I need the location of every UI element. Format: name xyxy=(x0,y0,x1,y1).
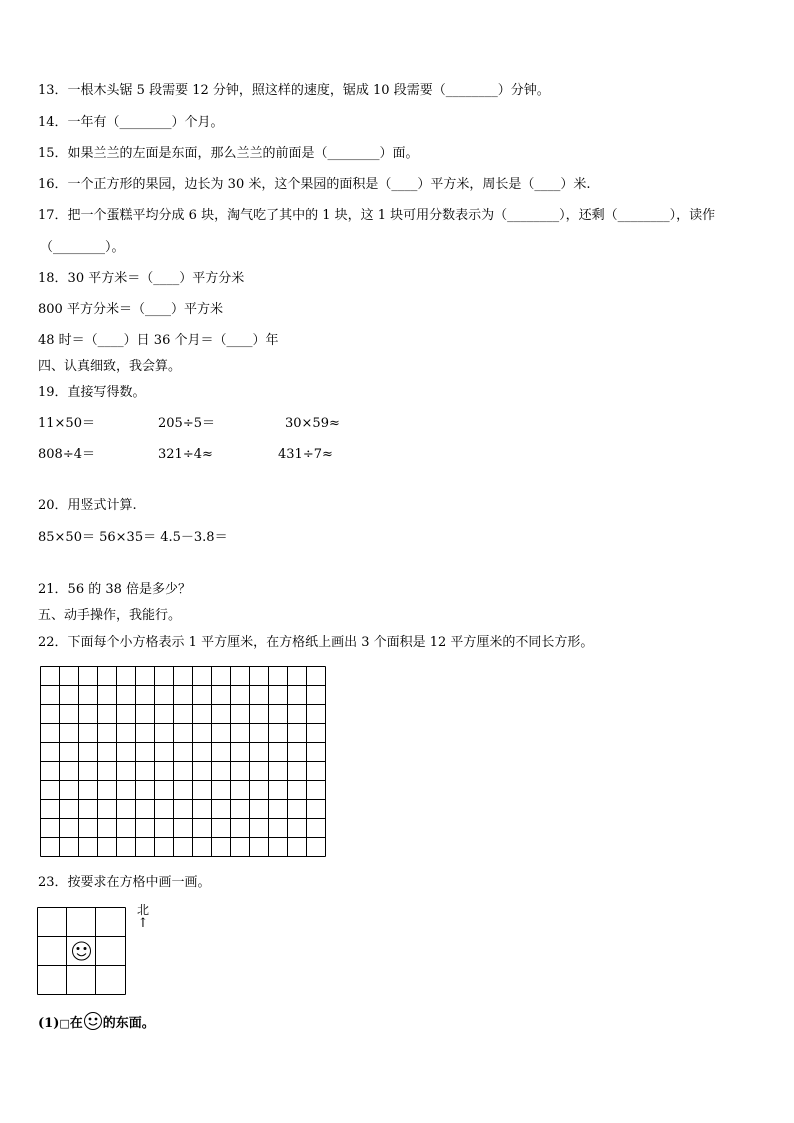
north-arrow-icon: ↑ xyxy=(137,916,149,931)
calc-1-2: 205÷5＝ xyxy=(158,416,215,431)
question-15: 15．如果兰兰的左面是东面，那么兰兰的前面是（________）面。 xyxy=(38,146,419,161)
north-label: 北 xyxy=(137,903,150,917)
question-16: 16．一个正方形的果园，边长为 30 米，这个果园的面积是（____）平方米，周长是（____）米. xyxy=(38,177,591,192)
question-18-line3: 48 时＝（____）日 36 个月＝（____）年 xyxy=(38,333,279,348)
calc-2-3: 431÷7≈ xyxy=(278,447,333,462)
question-13: 13．一根木头锯 5 段需要 12 分钟，照这样的速度，锯成 10 段需要（________）分钟。 xyxy=(38,83,550,98)
direction-grid xyxy=(37,907,129,997)
smiley-face-icon xyxy=(83,1011,103,1031)
question-19: 19．直接写得数。 xyxy=(38,385,146,400)
calc-1-1: 11×50＝ xyxy=(38,416,95,431)
square-grid-paper xyxy=(40,666,330,860)
sub-question-1 xyxy=(38,1011,155,1032)
section-5-heading: 五、动手操作，我能行。 xyxy=(38,608,182,623)
question-14: 14．一年有（________）个月。 xyxy=(38,115,224,130)
question-21: 21．56 的 38 倍是多少？ xyxy=(38,582,192,597)
smiley-face-icon xyxy=(73,942,91,960)
calc-2-1: 808÷4＝ xyxy=(38,447,95,462)
question-18-line2: 800 平方分米＝（____）平方米 xyxy=(38,302,223,317)
sub-question-1-text: 的东面。 xyxy=(102,1016,155,1031)
sub-question-1-number: (1) xyxy=(38,1016,60,1031)
question-20: 20．用竖式计算. xyxy=(38,498,137,513)
question-20-expressions: 85×50＝ 56×35＝ 4.5－3.8＝ xyxy=(38,530,228,545)
calc-2-2: 321÷4≈ xyxy=(158,447,213,462)
question-17-line2: （________）。 xyxy=(40,240,125,255)
question-23: 23．按要求在方格中画一画。 xyxy=(38,875,211,890)
question-22: 22．下面每个小方格表示 1 平方厘米，在方格纸上画出 3 个面积是 12 平方厘米的不同长方形。 xyxy=(38,635,594,650)
empty-square-symbol: □ xyxy=(59,1017,70,1030)
calc-1-3: 30×59≈ xyxy=(285,416,340,431)
question-18-line1: 18．30 平方米＝（____）平方分米 xyxy=(38,271,245,286)
section-4-heading: 四、认真细致，我会算。 xyxy=(38,359,182,374)
sub-question-1-zai: 在 xyxy=(69,1016,83,1031)
question-17-line1: 17．把一个蛋糕平均分成 6 块，淘气吃了其中的 1 块，这 1 块可用分数表示为（________），还剩（________），读作 xyxy=(38,208,716,223)
north-indicator xyxy=(137,903,149,931)
